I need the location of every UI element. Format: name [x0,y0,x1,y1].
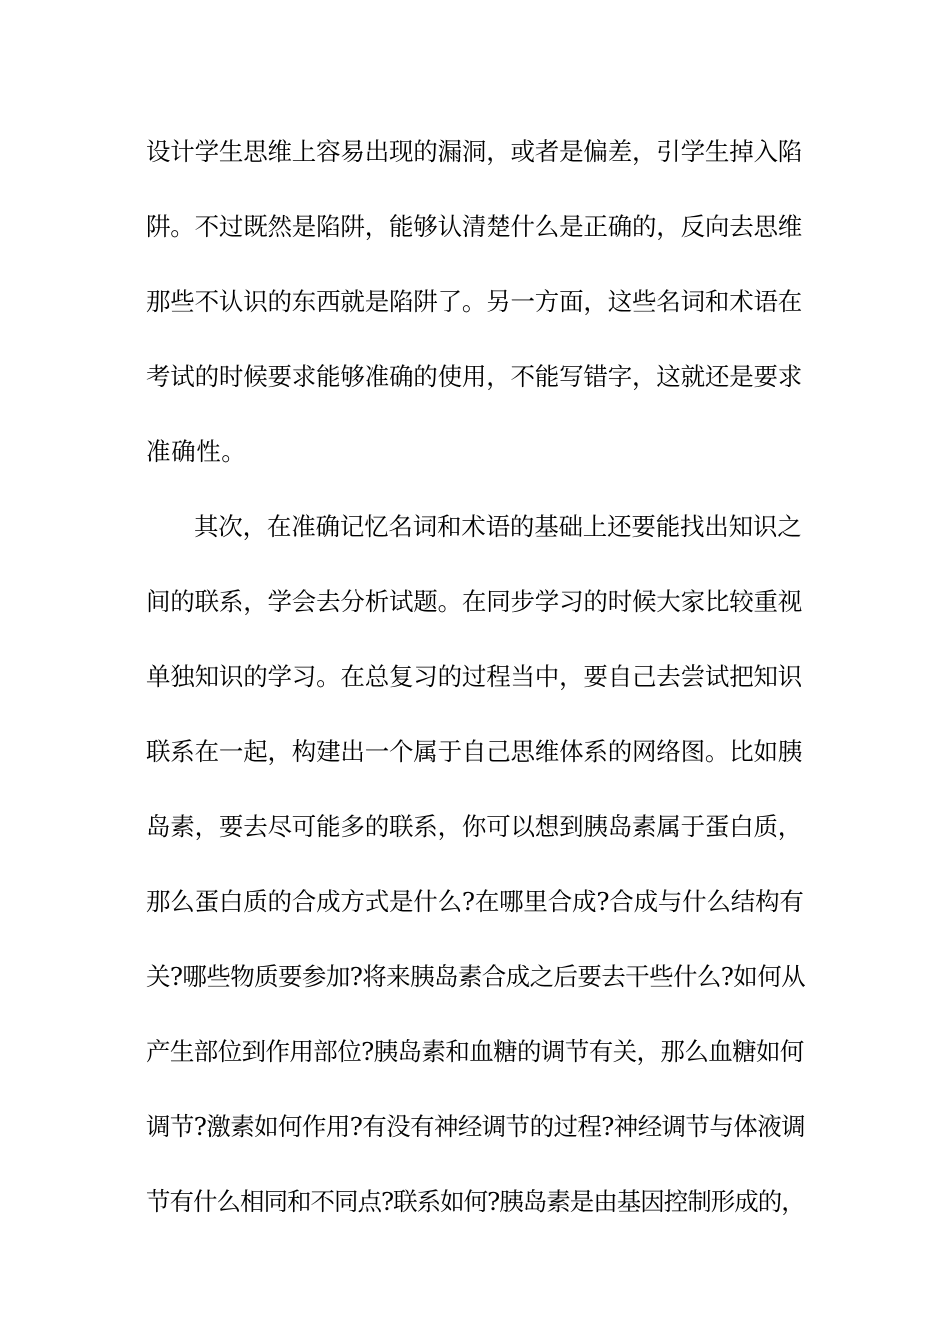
text-line-6: 其次，在准确记忆名词和术语的基础上还要能找出知识之 [194,512,802,541]
text-line-15: 节有什么相同和不同点?联系如何?胰岛素是由基因控制形成的， [146,1187,805,1216]
text-line-10: 岛素，要去尽可能多的联系，你可以想到胰岛素属于蛋白质， [146,812,803,841]
text-line-5: 准确性。 [146,437,247,466]
text-line-8: 单独知识的学习。在总复习的过程当中，要自己去尝试把知识 [146,662,803,691]
text-line-11: 那么蛋白质的合成方式是什么?在哪里合成?合成与什么结构有 [146,887,804,916]
text-line-12: 关?哪些物质要参加?将来胰岛素合成之后要去干些什么?如何从 [146,962,806,991]
text-line-2: 阱。不过既然是陷阱，能够认清楚什么是正确的，反向去思维 [146,212,803,241]
text-line-3: 那些不认识的东西就是陷阱了。另一方面，这些名词和术语在 [146,287,803,316]
text-line-7: 间的联系，学会去分析试题。在同步学习的时候大家比较重视 [146,587,803,616]
text-line-14: 调节?激素如何作用?有没有神经调节的过程?神经调节与体液调 [146,1112,806,1141]
text-line-1: 设计学生思维上容易出现的漏洞，或者是偏差，引学生掉入陷 [146,137,803,166]
text-line-13: 产生部位到作用部位?胰岛素和血糖的调节有关，那么血糖如何 [146,1037,804,1066]
text-line-4: 考试的时候要求能够准确的使用，不能写错字，这就还是要求 [146,362,803,391]
text-line-9: 联系在一起，构建出一个属于自己思维体系的网络图。比如胰 [146,737,803,766]
